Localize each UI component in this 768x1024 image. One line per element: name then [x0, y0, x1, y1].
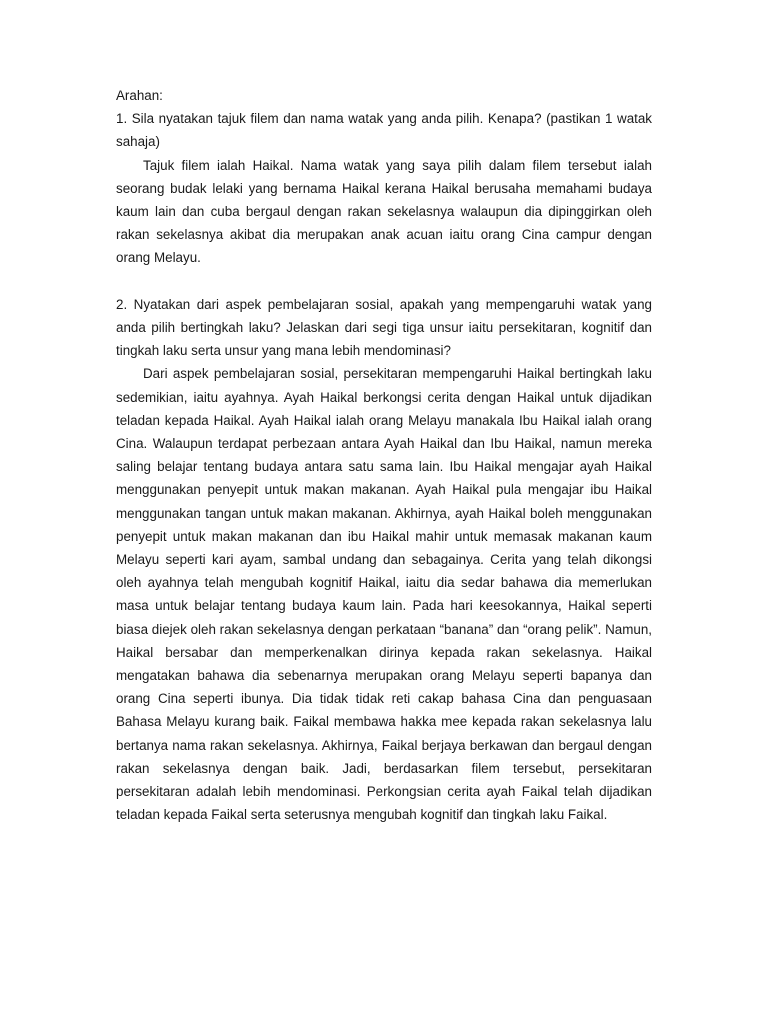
answer-2: Dari aspek pembelajaran sosial, persekitaran mempengaruhi Haikal bertingkah laku sedemikian, iaitu ayahnya. Ayah Haikal berkongsi cerita dengan Haikal untuk dijadikan teladan kepada Haikal. Ayah Haikal ialah orang Melayu manakala Ibu Haikal ialah orang Cina. Walaupun terdapat perbezaan antara Ayah Haikal dan Ibu Haikal, namun mereka saling belajar tentang budaya antara satu sama lain. Ibu Haikal mengajar ayah Haikal menggunakan penyepit untuk makan makanan. Ayah Haikal pula mengajar ibu Haikal menggunakan tangan untuk makan makanan. Akhirnya, ayah Haikal boleh menggunakan penyepit untuk makan makanan dan ibu Haikal mahir untuk memasak makanan kaum Melayu seperti kari ayam, sambal undang dan sebagainya. Cerita yang telah dikongsi oleh ayahnya telah mengubah kognitif Haikal, iaitu dia sedar bahawa dia memerlukan masa untuk belajar tentang budaya kaum lain. Pada hari keesokannya, Haikal seperti biasa diejek oleh rakan sekelasnya dengan perkataan “banana” dan “orang pelik”. Namun, Haikal bersabar dan memperkenalkan dirinya kepada rakan sekelasnya. Haikal mengatakan bahawa dia sebenarnya merupakan orang Melayu seperti bapanya dan orang Cina seperti ibunya. Dia tidak tidak reti cakap bahasa Cina dan penguasaan Bahasa Melayu kurang baik. Faikal membawa hakka mee kepada rakan sekelasnya lalu bertanya nama rakan sekelasnya. Akhirnya, Faikal berjaya berkawan dan bergaul dengan rakan sekelasnya dengan baik. Jadi, berdasarkan filem tersebut, persekitaran persekitaran adalah lebih mendominasi. Perkongsian cerita ayah Faikal telah dijadikan teladan kepada Faikal serta seterusnya mengubah kognitif dan tingkah laku Faikal.	[116, 366, 652, 823]
document-heading: Arahan:	[116, 88, 163, 103]
answer-1: Tajuk filem ialah Haikal. Nama watak yang saya pilih dalam filem tersebut ialah seorang budak lelaki yang bernama Haikal kerana Haikal berusaha memahami budaya kaum lain dan cuba bergaul dengan rakan sekelasnya walaupun dia dipinggirkan oleh rakan sekelasnya akibat dia merupakan anak acuan iaitu orang Cina campur dengan orang Melayu.	[116, 157, 652, 266]
paragraph-spacer	[116, 270, 652, 293]
question-2: 2. Nyatakan dari aspek pembelajaran sosial, apakah yang mempengaruhi watak yang anda pilih bertingkah laku? Jelaskan dari segi tiga unsur iaitu persekitaran, kognitif dan tingkah laku serta unsur yang mana lebih mendominasi?	[116, 296, 652, 359]
document-page	[116, 84, 652, 826]
question-1: 1. Sila nyatakan tajuk filem dan nama watak yang anda pilih. Kenapa? (pastikan 1 watak sahaja)	[116, 111, 652, 150]
